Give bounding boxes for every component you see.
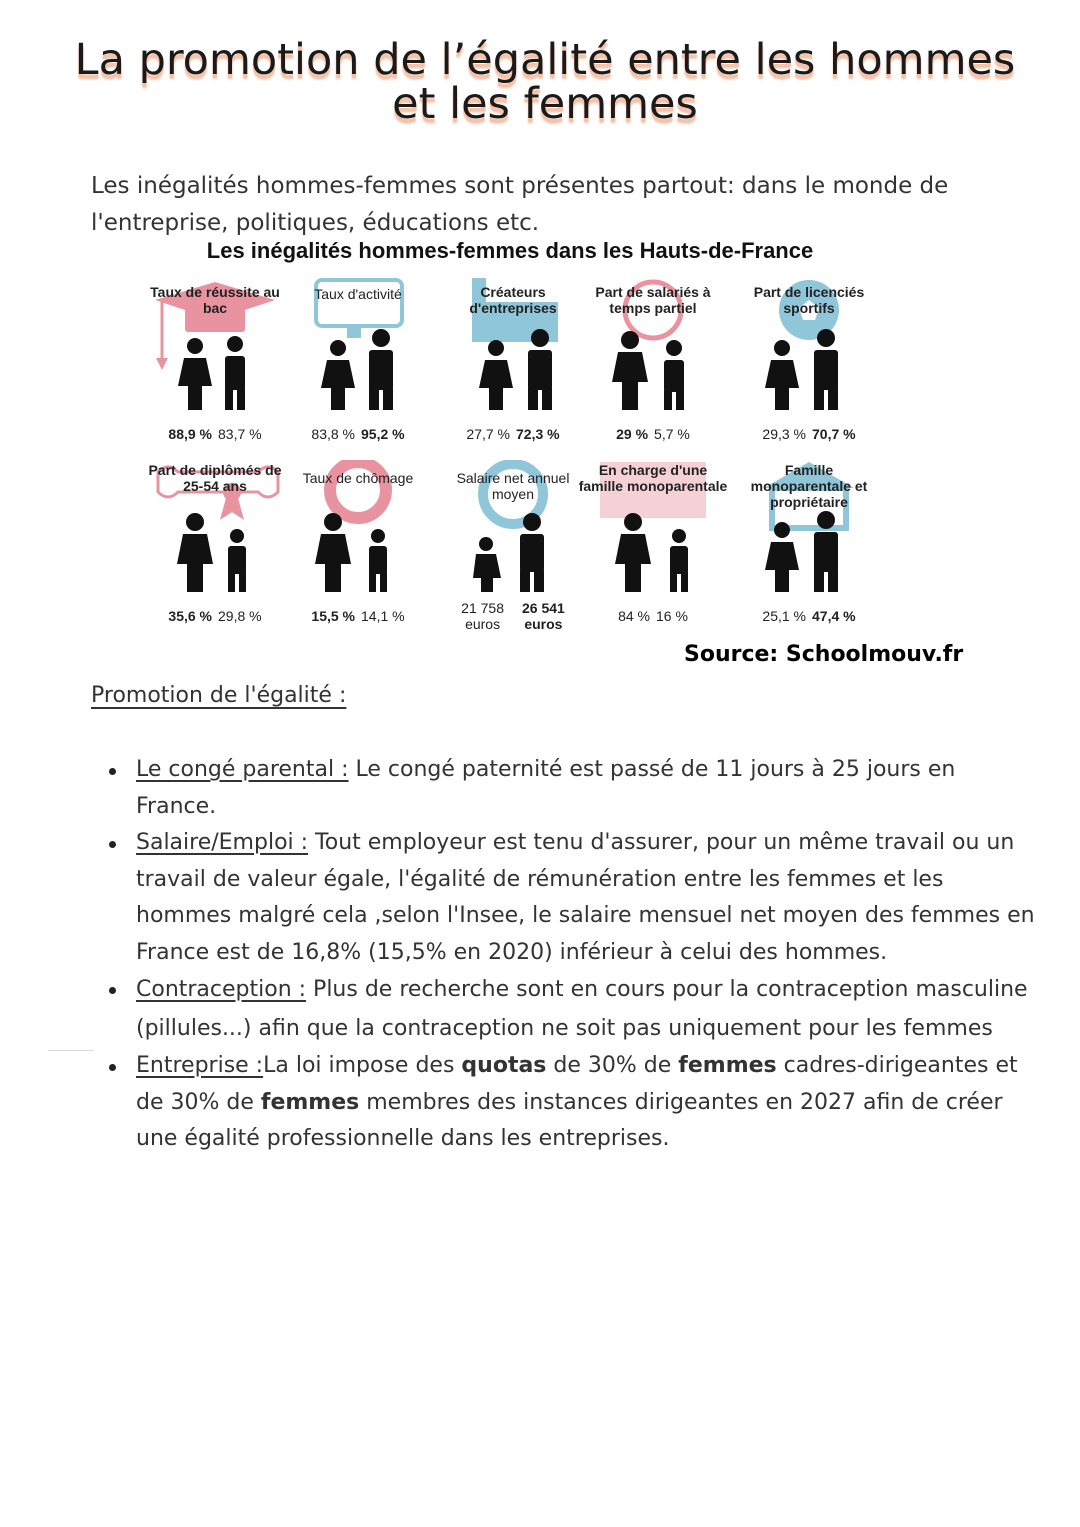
- promotion-list: [105, 752, 1035, 1158]
- stat-label: Taux de réussite au bac: [150, 284, 280, 316]
- men-value: 16 %: [656, 608, 688, 624]
- stat-bac: [140, 278, 290, 453]
- women-value: 27,7 %: [466, 426, 510, 442]
- bullet-bold: quotas: [461, 1053, 547, 1078]
- men-value: 5,7 %: [654, 426, 690, 442]
- men-value: 72,3 %: [516, 426, 560, 442]
- stat-monoparentale: [578, 460, 728, 635]
- stat-label: Famille monoparentale et propriétaire: [750, 462, 868, 510]
- bullet-bold: femmes: [260, 1089, 360, 1115]
- men-value: 14,1 %: [361, 608, 405, 624]
- stat-diplomes: [140, 460, 290, 635]
- stat-label: Salaire net annuel moyen: [456, 470, 570, 502]
- stat-label: Part de salariés à temps partiel: [595, 284, 711, 316]
- men-value-group: [522, 600, 565, 632]
- men-value: 70,7 %: [812, 426, 856, 442]
- divider: [48, 1050, 94, 1051]
- bullet-text: Tout employeur est tenu d'assurer, pour un même travail ou un travail de valeur égale, l'égalité de rémunération entre les femmes et les hommes malgré cela ,selon l'Insee, le salaire mensuel net moyen des femmes en France est de 16,8% (15,5% en 2020) inférieur à celui des hommes.: [136, 830, 1035, 965]
- list-item: [105, 971, 1035, 1048]
- stat-chomage: [283, 460, 433, 635]
- women-value: 84 %: [618, 608, 650, 624]
- source-credit: Source: Schoolmouv.fr: [684, 642, 964, 667]
- men-value: 26 541: [522, 600, 565, 616]
- women-value: 35,6 %: [168, 608, 212, 624]
- infographic-title: Les inégalités hommes-femmes dans les Hauts-de-France: [206, 238, 814, 263]
- men-unit: euros: [524, 616, 563, 632]
- bullet-text: Plus de recherche sont en cours pour la contraception masculine (pillules...) afin que la contraception ne soit pas uniquement pour les femmes: [136, 977, 1028, 1041]
- stat-label: Créateurs d'entreprises: [469, 284, 557, 316]
- section-heading: Promotion de l'égalité :: [91, 683, 347, 708]
- bullet-text: Le congé paternité est passé de 11 jours à 25 jours en France.: [136, 757, 956, 819]
- men-value: 83,7 %: [218, 426, 262, 442]
- infographic: [140, 234, 880, 644]
- list-item: [105, 825, 1035, 971]
- stat-label: Taux d'activité: [314, 286, 402, 302]
- bullet-label: Entreprise :: [136, 1053, 264, 1078]
- stat-proprietaire: [734, 460, 884, 635]
- men-value: 29,8 %: [218, 608, 262, 624]
- bullet-text: cadres-dirigeantes et de 30% de: [136, 1053, 1018, 1115]
- stat-activite: [283, 278, 433, 453]
- stat-label: Taux de chômage: [302, 470, 414, 486]
- intro-paragraph: Les inégalités hommes-femmes sont présentes partout: dans le monde de l'entreprise, politiques, éducations etc.: [91, 173, 949, 236]
- stat-label: Part de licenciés sportifs: [753, 284, 865, 316]
- women-value: 15,5 %: [311, 608, 355, 624]
- stat-label: En charge d'une famille monoparentale: [578, 462, 728, 494]
- list-item: [105, 1048, 1035, 1158]
- women-value: 25,1 %: [762, 608, 806, 624]
- list-item: [105, 752, 1035, 825]
- bullet-label: Le congé parental :: [136, 757, 349, 782]
- stat-label: Part de diplômés de 25-54 ans: [148, 462, 282, 494]
- page-title: La promotion de l’égalité entre les hommes et les femmes: [74, 35, 1016, 129]
- women-value: 21 758: [461, 600, 504, 616]
- women-value: 29,3 %: [762, 426, 806, 442]
- women-value: 29 %: [616, 426, 649, 442]
- stat-createurs: [438, 278, 588, 453]
- stat-temps-partiel: [578, 278, 728, 453]
- men-value: 95,2 %: [361, 426, 405, 442]
- stat-sportifs: [734, 278, 884, 453]
- bullet-bold: femmes: [678, 1053, 777, 1078]
- bullet-text: membres des instances dirigeantes en 2027 afin de créer une égalité professionnelle dans les entreprises.: [136, 1089, 1003, 1151]
- bullet-text: La loi impose des: [263, 1053, 462, 1078]
- women-value-group: [461, 600, 504, 632]
- bullet-label: Contraception :: [136, 977, 307, 1002]
- women-value: 83,8 %: [311, 426, 355, 442]
- stat-salaire: [438, 460, 588, 635]
- bullet-text: de 30% de: [546, 1053, 679, 1078]
- men-value: 47,4 %: [812, 608, 856, 624]
- bullet-label: Salaire/Emploi :: [136, 830, 309, 855]
- women-value: 88,9 %: [168, 426, 212, 442]
- women-unit: euros: [465, 616, 501, 632]
